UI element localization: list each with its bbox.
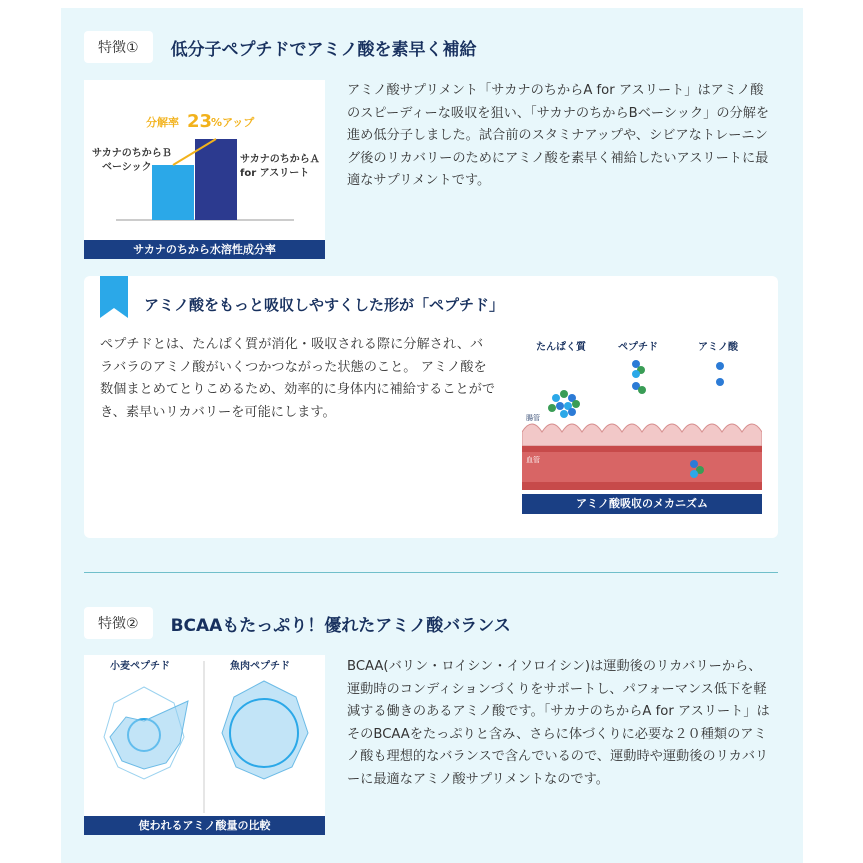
radar-comparison bbox=[84, 655, 325, 835]
peptide-molecules bbox=[632, 360, 646, 394]
label-intestine: 腸管 bbox=[526, 414, 540, 422]
rate-value: 23 bbox=[187, 111, 213, 132]
peptide-card bbox=[84, 276, 778, 538]
bookmark-icon bbox=[100, 276, 128, 318]
feature1-header bbox=[84, 31, 477, 63]
label-protein: たんぱく質 bbox=[536, 342, 586, 353]
label-peptide: ペプチド bbox=[618, 342, 658, 353]
feature1-description: アミノ酸サプリメント「サカナのちからA for アスリート」はアミノ酸のスピーディーな吸収を狙い、「サカナのちからBベーシック」の分解を進め低分子しました。試合前のスタミナアップや、シビアなトレーニング後のリカバリーのためにアミノ酸を素早く補給したいアスリートに最適なサプリメントです。 bbox=[347, 83, 770, 188]
peptide-description: ペプチドとは、たんぱく質が消化・吸収される際に分解され、バラバラのアミノ酸がいくつかつながった状態のこと。 アミノ酸を数個まとめてとりこめるため、効率的に身体内に補給することができ、素早いリカバリーを可能にします。 bbox=[100, 337, 496, 420]
radar-right-title: 魚肉ペプチド bbox=[230, 661, 290, 672]
absorption-diagram bbox=[522, 334, 762, 514]
feature2-badge: 特徴② bbox=[84, 607, 153, 639]
feature2-header bbox=[84, 607, 511, 639]
intestine-wall bbox=[522, 424, 762, 446]
label-basic-line1: サカナのちからＢ bbox=[92, 148, 172, 159]
label-basic-line2: ベーシック bbox=[102, 162, 152, 173]
chart-caption: サカナのちから水溶性成分率 bbox=[84, 240, 325, 259]
diagram-caption: アミノ酸吸収のメカニズム bbox=[522, 494, 762, 514]
protein-cluster bbox=[548, 390, 580, 418]
label-blood: 血管 bbox=[526, 456, 540, 464]
rate-prefix: 分解率 bbox=[146, 116, 179, 129]
bar-basic bbox=[152, 165, 194, 220]
label-amino: アミノ酸 bbox=[698, 342, 738, 353]
radar-left bbox=[104, 687, 188, 779]
feature1-title: 低分子ペプチドでアミノ酸を素早く補給 bbox=[170, 39, 477, 60]
section-divider bbox=[84, 572, 778, 573]
label-athlete-line2: for アスリート bbox=[240, 168, 310, 179]
amino-molecules bbox=[716, 362, 724, 386]
radar-right bbox=[222, 681, 308, 779]
feature2-title: BCAAもたっぷり！優れたアミノ酸バランス bbox=[170, 615, 511, 636]
decomposition-chart bbox=[84, 80, 325, 259]
rate-suffix: %アップ bbox=[211, 116, 255, 129]
radar-caption: 使われるアミノ酸量の比較 bbox=[84, 816, 325, 835]
bar-athlete bbox=[195, 139, 237, 220]
feature2-description: BCAA(バリン・ロイシン・イソロイシン)は運動後のリカバリーから、運動時のコンディションづくりをサポートし、パフォーマンス低下を軽減する働きのあるアミノ酸です。「サカナのちからA for アスリート」はそのBCAAをたっぷりと含み、さらに体づくりに必要な２０種類のアミノ酸も理想的なバランスで含んでいるので、運動時や運動後のリカバリーに最適なアミノ酸サプリメントなのです。 bbox=[347, 659, 770, 787]
radar-left-title: 小麦ペプチド bbox=[110, 661, 170, 672]
feature1-badge: 特徴① bbox=[84, 31, 153, 63]
label-athlete-line1: サカナのちからＡ bbox=[240, 154, 320, 165]
peptide-card-title: アミノ酸をもっと吸収しやすくした形が「ペプチド」 bbox=[144, 296, 505, 314]
